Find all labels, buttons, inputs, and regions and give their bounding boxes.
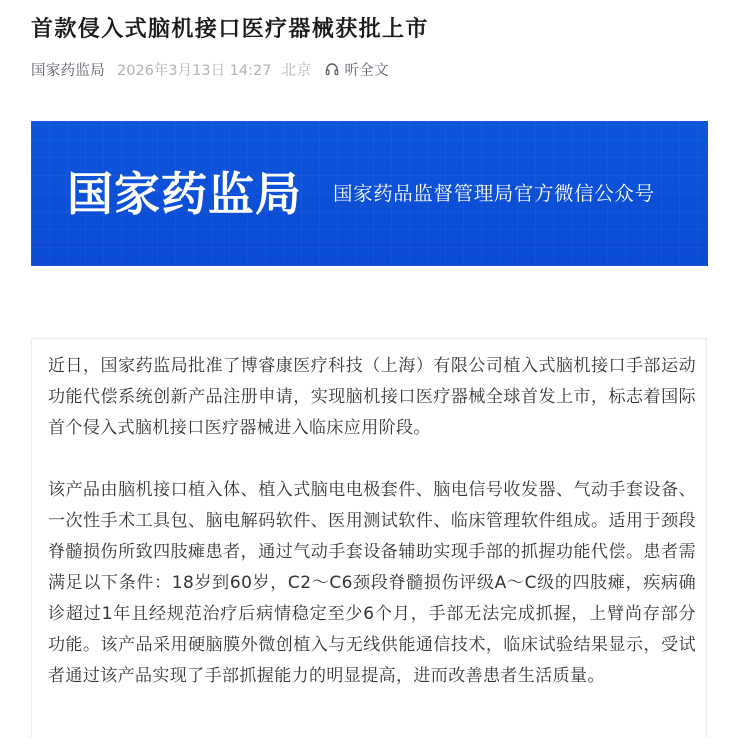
article-title: 首款侵入式脑机接口医疗器械获批上市: [31, 17, 429, 42]
source-account-link[interactable]: 国家药监局: [31, 62, 105, 79]
publish-date: 2026年3月13日 14:27: [117, 62, 272, 79]
header-banner-image: [31, 121, 708, 266]
listen-full-text-button[interactable]: [325, 59, 388, 80]
publish-location: 北京: [281, 62, 312, 79]
body-paragraph: 近日，国家药监局批准了博睿康医疗科技（上海）有限公司植入式脑机接口手部运动功能代偿系统创新产品注册申请，实现脑机接口医疗器械全球首发上市，标志着国际首个侵入式脑机接口医疗器械进入临床应用阶段。: [48, 356, 696, 438]
banner-subtitle: 国家药品监督管理局官方微信公众号: [333, 182, 655, 205]
banner-logo-text: 国家药监局: [67, 167, 302, 221]
body-paragraph: 该产品由脑机接口植入体、植入式脑电电极套件、脑电信号收发器、气动手套设备、一次性手术工具包、脑电解码软件、医用测试软件、临床管理软件组成。适用于颈段脊髓损伤所致四肢瘫患者，通过气动手套设备辅助实现手部的抓握功能代偿。患者需满足以下条件：18岁到60岁，C2～C6颈段脊髓损伤评级A～C级的四肢瘫，疾病确诊超过1年且经规范治疗后病情稳定至少6个月，手部无法完成抓握，上臂尚存部分功能。该产品采用硬脑膜外微创植入与无线供能通信技术，临床试验结果显示，受试者通过该产品实现了手部抓握能力的明显提高，进而改善患者生活质量。: [48, 480, 696, 686]
article-body: [31, 338, 707, 738]
listen-label: 听全文: [344, 62, 389, 79]
article-meta: [31, 58, 389, 80]
headphones-icon: [325, 62, 339, 76]
